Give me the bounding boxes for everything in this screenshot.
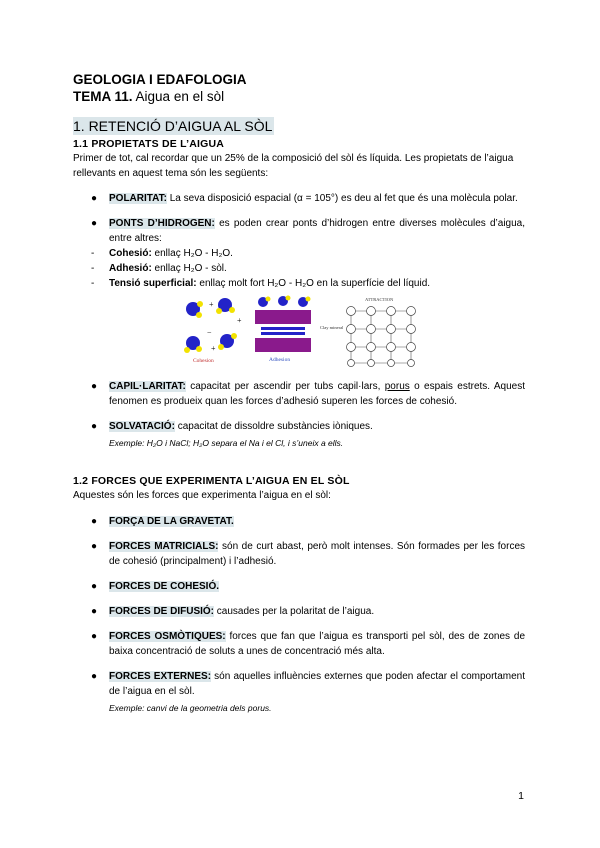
item-term: FORCES DE COHESIÓ.	[109, 581, 220, 592]
sublist-item	[73, 276, 525, 291]
charge-minus-label: −	[207, 328, 212, 337]
charge-plus-label: +	[211, 344, 216, 353]
list-item	[73, 579, 525, 594]
item-term: FORCES OSMÒTIQUES:	[109, 631, 226, 642]
bullet-icon: ●	[91, 516, 98, 527]
list-item	[73, 379, 525, 409]
item-text: o espais estrets. Aquest fenomen es produeix quan les forces d’adhesió superen les forces de cohesió.	[109, 381, 525, 407]
clay-mineral-label-figure	[319, 295, 343, 365]
dash-icon: -	[91, 278, 95, 289]
forces-list	[73, 514, 525, 715]
clay-layer-icon	[255, 310, 311, 324]
bullet-icon: ●	[91, 606, 98, 617]
item-term: FORCES DE DIFUSIÓ:	[109, 606, 215, 617]
forces-intro: Aquestes són les forces que experimenta l’aigua en el sòl:	[73, 490, 331, 501]
subitem-term: Adhesió:	[109, 263, 152, 274]
water-molecule-icon	[184, 336, 202, 353]
bullet-icon: ●	[91, 381, 98, 392]
list-item	[73, 191, 525, 206]
clay-layer-icon	[255, 338, 311, 352]
adhesion-figure	[251, 295, 315, 365]
properties-intro: Primer de tot, cal recordar que un 25% de la composició del sòl és líquida. Les propietats de l’aigua rellevants en aquest tema són les següents:	[73, 153, 514, 179]
bullet-icon: ●	[91, 541, 98, 552]
adhesion-label: Adhesion	[269, 357, 291, 363]
surface-tension-figure	[343, 295, 419, 367]
item-text: forces que fan que l’aigua es transporti pel sòl, des de zones de baixa concentració de soluts a unes de concentració més alta.	[109, 631, 526, 657]
bullet-icon: ●	[91, 421, 98, 432]
subitem-term: Cohesió:	[109, 248, 152, 259]
document-subtitle	[73, 88, 525, 105]
list-item	[73, 629, 525, 659]
cohesion-label: Cohesion	[193, 358, 214, 364]
item-term: FORCES EXTERNES:	[109, 671, 212, 682]
subtitle-topic-name: Aigua en el sòl	[132, 89, 225, 104]
item-text: són de curt abast, però molt intenses. Són formades per les forces de cohesió (principalment) i l’adhesió.	[109, 541, 526, 567]
section-heading: 1. RETENCIÓ D’AIGUA AL SÒL	[73, 118, 273, 134]
subsection-heading-forces: 1.2 FORCES QUE EXPERIMENTA L’AIGUA EN EL SÒL	[73, 475, 350, 487]
bullet-icon: ●	[91, 631, 98, 642]
water-film-icon	[261, 332, 305, 335]
page-content	[73, 71, 525, 725]
item-text: es poden crear ponts d’hidrogen entre diverses molècules d’aigua, entre altres:	[109, 218, 526, 244]
list-item	[73, 514, 525, 529]
porus-link[interactable]: porus	[384, 381, 410, 392]
item-example: Exemple: canvi de la geometria dels porus.	[109, 703, 272, 713]
properties-list	[73, 191, 525, 450]
water-film-icon	[261, 327, 305, 330]
bullet-icon: ●	[91, 671, 98, 682]
subitem-text: enllaç H₂O - sòl.	[151, 263, 227, 274]
item-term: CAPIL·LARITAT:	[109, 381, 186, 392]
bullet-icon: ●	[91, 193, 98, 204]
bullet-icon: ●	[91, 218, 98, 229]
charge-plus-label: +	[209, 300, 214, 309]
item-text: La seva disposició espacial (α = 105°) es deu al fet que és una molècula polar.	[166, 193, 518, 204]
hydrogen-bond-sublist	[73, 246, 525, 291]
attraction-label: ATTRACTION	[365, 297, 394, 302]
sublist-item	[73, 261, 525, 276]
dash-icon: -	[91, 263, 95, 274]
molecule-grid-nodes	[347, 307, 416, 367]
charge-plus-label: +	[237, 316, 242, 325]
item-term: PONTS D’HIDROGEN:	[109, 218, 215, 229]
water-molecule-icon	[186, 301, 203, 318]
subitem-text: enllaç molt fort H₂O - H₂O en la superfície del líquid.	[196, 278, 431, 289]
bullet-icon: ●	[91, 581, 98, 592]
water-molecule-icon	[258, 297, 271, 308]
subsection-heading-properties: 1.1 PROPIETATS DE L’AIGUA	[73, 138, 225, 150]
item-text: són aquelles influències externes que poden afectar el comportament de l’aigua en el sòl.	[109, 671, 526, 697]
item-text: capacitat de dissoldre substàncies iòniques.	[174, 421, 373, 432]
item-term: SOLVATACIÓ:	[109, 421, 175, 432]
item-term: POLARITAT:	[109, 193, 167, 204]
page-number: 1	[518, 790, 524, 802]
cohesion-figure	[179, 295, 247, 365]
list-item	[73, 539, 525, 569]
list-item	[73, 216, 525, 369]
water-molecule-icon	[278, 296, 291, 307]
sublist-item	[73, 246, 525, 261]
item-term: FORCES MATRICIALS:	[109, 541, 219, 552]
subitem-term: Tensió superficial:	[109, 278, 197, 289]
item-example: Exemple: H₂O i NaCl; H₂O separa el Na i el Cl, i s’uneix a ells.	[109, 438, 344, 448]
water-molecule-icon	[218, 333, 237, 350]
item-text: causades per la polaritat de l’aigua.	[214, 606, 375, 617]
clay-mineral-label: Clay mineral	[320, 325, 343, 330]
item-text: capacitat per ascendir per tubs capil·lars,	[185, 381, 385, 392]
water-bonding-figures	[73, 295, 525, 369]
dash-icon: -	[91, 248, 95, 259]
list-item	[73, 604, 525, 619]
document-title: GEOLOGIA I EDAFOLOGIA	[73, 72, 247, 87]
water-molecule-icon	[298, 297, 311, 308]
subitem-text: enllaç H₂O - H₂O.	[151, 248, 233, 259]
subtitle-topic-number: TEMA 11.	[73, 89, 133, 104]
list-item	[73, 419, 525, 450]
item-term: FORÇA DE LA GRAVETAT.	[109, 516, 234, 527]
molecule-grid-lines	[351, 311, 411, 363]
water-molecule-icon	[216, 298, 235, 314]
list-item	[73, 669, 525, 715]
